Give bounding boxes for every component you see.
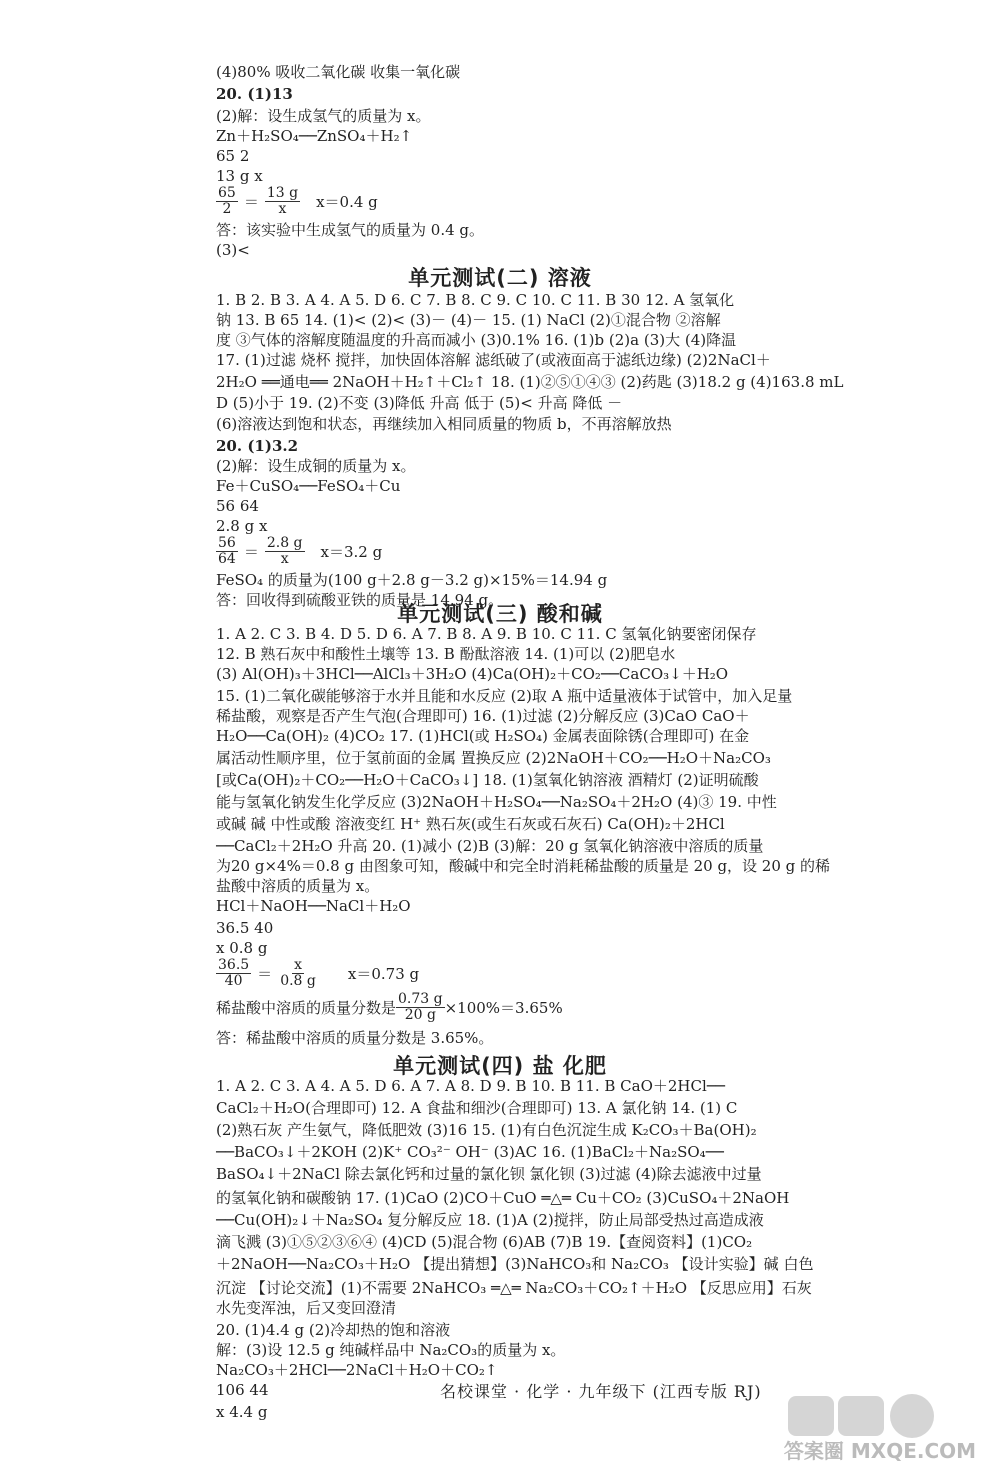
text-line: 15. (1)二氧化碳能够溶于水并且能和水反应 (2)取 A 瓶中适量液体于试管中，加入足量: [216, 687, 793, 705]
fraction-equation: $\frac{36.5}{40}$ ＝ $\frac{x}{0.8 g}$ x＝0.73 g: [218, 957, 420, 989]
text-line: 13 g x: [216, 167, 263, 185]
text-line: 沉淀 【讨论交流】(1)不需要 2NaHCO₃ ═△═ Na₂CO₃＋CO₂↑＋H₂O 【反思应用】石灰: [216, 1279, 812, 1297]
text-line: 解：(3)设 12.5 g 纯碱样品中 Na₂CO₃的质量为 x。: [216, 1341, 566, 1359]
fraction-equation: $\frac{65}{2}$ ＝ $\frac{13 g}{x}$ x＝0.4 g: [218, 185, 378, 217]
result: ×100%＝3.65%: [444, 999, 563, 1017]
result: x＝0.73 g: [347, 965, 420, 983]
denominator: 64: [218, 551, 236, 567]
text-line: (2)解：设生成铜的质量为 x。: [216, 457, 416, 475]
numerator: 2.8 g: [266, 535, 303, 551]
text-line: 属活动性顺序里，位于氢前面的金属 置换反应 (2)2NaOH＋CO₂──H₂O＋Na₂CO₃: [216, 749, 771, 767]
result: x＝3.2 g: [320, 543, 383, 561]
text-line: ──CaCl₂＋2H₂O 升高 20. (1)减小 (2)B (3)解：20 g 氢氧化钠溶液中溶质的质量: [216, 837, 764, 855]
text-line: 1. A 2. C 3. A 4. A 5. D 6. A 7. A 8. D 9. B 10. B 11. B CaO＋2HCl──: [216, 1077, 725, 1095]
text-line: 56 64: [216, 497, 259, 515]
text-line: 1. B 2. B 3. A 4. A 5. D 6. C 7. B 8. C 9. C 10. C 11. B 30 12. A 氢氧化: [216, 291, 735, 309]
text-line: 答：稀盐酸中溶质的质量分数是 3.65%。: [216, 1029, 494, 1047]
text-line: (3)<: [216, 241, 250, 259]
text-line: BaSO₄↓＋2NaCl 除去氯化钙和过量的氯化钡 氯化钡 (3)过滤 (4)除去滤液中过量: [216, 1165, 762, 1183]
fraction-equation: $\frac{56}{64}$ ＝ $\frac{2.8 g}{x}$ x＝3.2 g: [218, 535, 383, 567]
text-line: 答：回收得到硫酸亚铁的质量是 14.94 g。: [216, 591, 504, 609]
text-line: 度 ③气体的溶解度随温度的升高而减小 (3)0.1% 16. (1)b (2)a (3)大 (4)降温: [216, 331, 737, 349]
text-line: H₂O──Ca(OH)₂ (4)CO₂ 17. (1)HCl(或 H₂SO₄) 金属表面除锈(合理即可) 在金: [216, 727, 750, 745]
denominator: 2: [222, 201, 232, 217]
denominator: x: [280, 551, 289, 567]
denominator: 20 g: [404, 1007, 436, 1023]
numerator: 13 g: [266, 185, 299, 201]
text-line: (6)溶液达到饱和状态，再继续加入相同质量的物质 b，不再溶解放热: [216, 415, 672, 433]
text-line: (3) Al(OH)₃＋3HCl──AlCl₃＋3H₂O (4)Ca(OH)₂＋CO₂──CaCO₃↓＋H₂O: [216, 665, 729, 683]
denominator: 40: [224, 973, 243, 989]
watermark-logo: [780, 1392, 980, 1464]
result: x＝0.4 g: [316, 193, 378, 211]
text-line: (2)解：设生成氢气的质量为 x。: [216, 107, 431, 125]
text-line: 20. (1)4.4 g (2)冷却热的饱和溶液: [216, 1321, 451, 1339]
text-line: 17. (1)过滤 烧杯 搅拌，加快固体溶解 滤纸破了(或液面高于滤纸边缘) (2)2NaCl＋: [216, 351, 771, 369]
text-line: 钠 13. B 65 14. (1)< (2)< (3)－ (4)－ 15. (1) NaCl (2)①混合物 ②溶解: [216, 311, 721, 329]
text-line: 答：该实验中生成氢气的质量为 0.4 g。: [216, 221, 484, 239]
text-line: 20. (1)13: [216, 85, 293, 103]
text-line: 为20 g×4%＝0.8 g 由图象可知，酸碱中和完全时消耗稀盐酸的质量是 20 g，设 20 g 的稀: [216, 857, 831, 875]
text-line: [或Ca(OH)₂＋CO₂──H₂O＋CaCO₃↓] 18. (1)氢氧化钠溶液 酒精灯 (2)证明硫酸: [216, 771, 759, 789]
text-line: (4)80% 吸收二氧化碳 收集一氧化碳: [216, 63, 461, 81]
text-line: 2.8 g x: [216, 517, 268, 535]
text-line: 20. (1)3.2: [216, 437, 299, 455]
numerator: 65: [218, 185, 236, 201]
section-title: 单元测试(四) 盐 化肥: [393, 1054, 607, 1078]
text-line: 12. B 熟石灰中和酸性土壤等 13. B 酚酞溶液 14. (1)可以 (2)肥皂水: [216, 645, 676, 663]
text-line: HCl＋NaOH──NaCl＋H₂O: [216, 897, 411, 915]
text-line: 36.5 40: [216, 919, 274, 937]
text-line: (2)熟石灰 产生氨气，降低肥效 (3)16 15. (1)有白色沉淀生成 K₂CO₃＋Ba(OH)₂: [216, 1121, 757, 1139]
watermark-circle: [890, 1394, 934, 1438]
section-title: 单元测试(三) 酸和碱: [397, 602, 603, 626]
numerator: x: [294, 957, 302, 973]
numerator: 36.5: [218, 957, 250, 973]
text-line: D (5)小于 19. (2)不变 (3)降低 升高 低于 (5)< 升高 降低 －: [216, 394, 623, 412]
numerator: 0.73 g: [398, 991, 443, 1007]
text-line: ──BaCO₃↓＋2KOH (2)K⁺ CO₃²⁻ OH⁻ (3)AC 16. (1)BaCl₂＋Na₂SO₄──: [216, 1143, 724, 1161]
numerator: 56: [218, 535, 236, 551]
text-line: FeSO₄ 的质量为(100 g＋2.8 g－3.2 g)×15%＝14.94 g: [216, 571, 608, 589]
text-line: 能与氢氧化钠发生化学反应 (3)2NaOH＋H₂SO₄──Na₂SO₄＋2H₂O (4)③ 19. 中性: [216, 793, 777, 811]
text-line: 或碱 碱 中性或酸 溶液变红 H⁺ 熟石灰(或生石灰或石灰石) Ca(OH)₂＋2HCl: [216, 815, 725, 833]
watermark-text: 答案圈 MXQE.COM: [783, 1439, 977, 1463]
percentage-equation: [216, 992, 563, 1023]
text-line: ＋2NaOH──Na₂CO₃＋H₂O 【提出猜想】(3)NaHCO₃和 Na₂CO₃ 【设计实验】碱 白色: [216, 1255, 814, 1273]
text-line: 滴飞溅 (3)①⑤②③⑥④ (4)CD (5)混合物 (6)AB (7)B 19.【查阅资料】(1)CO₂: [216, 1233, 753, 1251]
text-line: CaCl₂＋H₂O(合理即可) 12. A 食盐和细沙(合理即可) 13. A 氯化钠 14. (1) C: [216, 1099, 738, 1117]
denominator: x: [278, 201, 287, 217]
text-line: x 4.4 g: [216, 1403, 268, 1421]
denominator: 0.8 g: [280, 973, 316, 989]
section-title: 单元测试(二) 溶液: [408, 266, 592, 290]
watermark-tile: [788, 1396, 834, 1436]
watermark-tile: [838, 1396, 884, 1436]
text-line: 106 44: [216, 1381, 269, 1399]
text-line: 1. A 2. C 3. B 4. D 5. D 6. A 7. B 8. A 9. B 10. C 11. C 氢氧化钠要密闭保存: [216, 625, 757, 643]
text-line: 盐酸中溶质的质量为 x。: [216, 877, 380, 895]
text-line: Zn＋H₂SO₄──ZnSO₄＋H₂↑: [216, 127, 413, 145]
text-line: Fe＋CuSO₄──FeSO₄＋Cu: [216, 477, 401, 495]
text-line: ──Cu(OH)₂↓＋Na₂SO₄ 复分解反应 18. (1)A (2)搅拌，防止局部受热过高造成液: [216, 1211, 764, 1229]
text-line: 水先变浑浊，后又变回澄清: [216, 1299, 397, 1317]
text-line: 稀盐酸，观察是否产生气泡(合理即可) 16. (1)过滤 (2)分解反应 (3)CaO CaO＋: [216, 707, 750, 725]
percentage-label: 稀盐酸中溶质的质量分数是: [216, 999, 397, 1017]
text-line: x 0.8 g: [216, 939, 268, 957]
text-line: 2H₂O ══通电══ 2NaOH＋H₂↑＋Cl₂↑ 18. (1)②⑤①④③ (2)药匙 (3)18.2 g (4)163.8 mL: [216, 373, 844, 391]
page-footer: 名校课堂 · 化学 · 九年级下 (江西专版 RJ): [440, 1382, 762, 1401]
text-line: Na₂CO₃＋2HCl──2NaCl＋H₂O＋CO₂↑: [216, 1361, 498, 1379]
text-line: 的氢氧化钠和碳酸钠 17. (1)CaO (2)CO＋CuO ═△═ Cu＋CO₂ (3)CuSO₄＋2NaOH: [216, 1189, 790, 1207]
text-line: 65 2: [216, 147, 250, 165]
